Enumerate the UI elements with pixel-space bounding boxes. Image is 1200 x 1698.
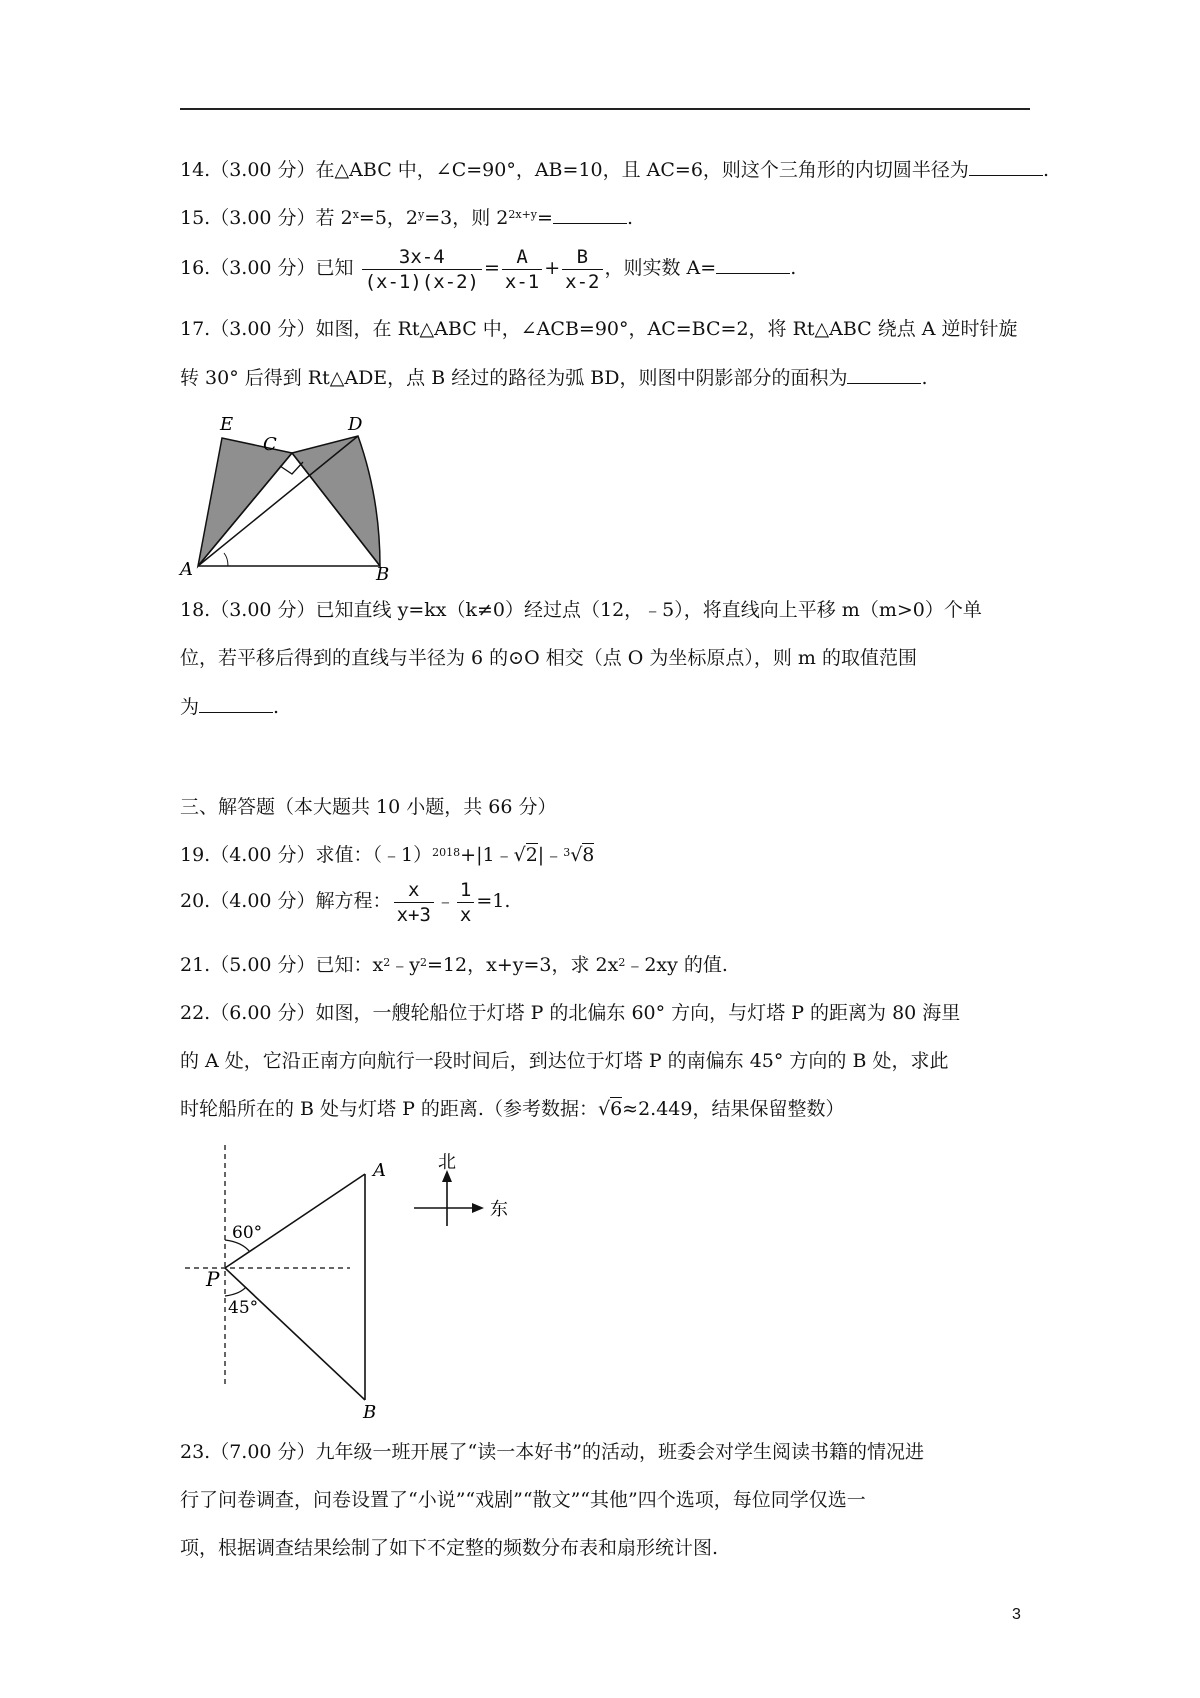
- answer-blank: [553, 205, 627, 224]
- question-15: 15.（3.00 分）若 $2^x=5$，$2^y=3$，则 $2^{2x+y}=$ .: [180, 207, 633, 229]
- cube-root-symbol: √: [570, 844, 583, 866]
- svg-text:A: A: [373, 1160, 386, 1181]
- question-23-line-1: 23.（7.00 分）九年级一班开展了“读一本好书”的活动，班委会对学生阅读书籍的情况进: [180, 1441, 924, 1463]
- shaded-arc-region: [292, 436, 380, 566]
- section-3-heading: 三、解答题（本大题共 10 小题，共 66 分）: [180, 796, 557, 818]
- question-18-line-2: 位，若平移后得到的直线与半径为 6 的⊙O 相交（点 O 为坐标原点），则 m 的取值范围: [180, 647, 917, 669]
- question-14: 14.（3.00 分）在△ABC 中，∠C=90°，AB=10，且 AC=6，则这个三角形的内切圆半径为 .: [180, 159, 1049, 181]
- question-19: 19.（4.00 分）求值：（﹣1）$^{2018}$+|1﹣√2|﹣$^3$√8: [180, 844, 595, 866]
- answer-blank: [969, 157, 1043, 176]
- question-23-line-3: 项，根据调查结果绘制了如下不定整的频数分布表和扇形统计图.: [180, 1537, 719, 1559]
- svg-text:B: B: [363, 1402, 377, 1423]
- question-16: 16.（3.00 分）已知 $\frac{3x-4}{(x-1)(x-2)}$ = $\frac{A}{x-1}$ + $\frac{B}{x-2}$ ，则实数 A= .: [180, 245, 797, 293]
- question-22-line-1: 22.（6.00 分）如图，一艘轮船位于灯塔 P 的北偏东 60° 方向，与灯塔 P 的距离为 80 海里: [180, 1002, 961, 1024]
- question-18-line-1: 18.（3.00 分）已知直线 y=kx（k≠0）经过点（12，﹣5），将直线向上平移 m（m>0）个单: [180, 599, 982, 621]
- svg-text:E: E: [220, 414, 234, 435]
- question-17-line-1: 17.（3.00 分）如图，在 Rt△ABC 中，∠ACB=90°，AC=BC=2，将 Rt△ABC 绕点 A 逆时针旋: [180, 318, 1018, 340]
- fraction: $\frac{1}{x}$: [457, 878, 474, 927]
- fraction: $\frac{B}{x-2}$: [562, 245, 602, 294]
- angle-arc-45: [225, 1287, 246, 1296]
- svg-text:A: A: [180, 559, 193, 580]
- question-17-line-2: 转 30° 后得到 Rt△ADE，点 B 经过的路径为弧 BD，则图中阴影部分的面积为 .: [180, 367, 928, 389]
- answer-blank: [847, 365, 921, 384]
- question-22-line-2: 的 A 处，它沿正南方向航行一段时间后，到达位于灯塔 P 的南偏东 45° 方向的 B 处，求此: [180, 1050, 949, 1072]
- page-number: 3: [1012, 1606, 1021, 1623]
- figure-17-rotated-triangles: [180, 408, 430, 585]
- svg-text:60°: 60°: [232, 1223, 263, 1243]
- question-20: 20.（4.00 分）解方程： $\frac{x}{x+3}$ ﹣ $\frac{1}{x}$ =1.: [180, 878, 511, 926]
- question-23-line-2: 行了问卷调查，问卷设置了“小说”“戏剧”“散文”“其他”四个选项，每位同学仅选一: [180, 1489, 866, 1511]
- svg-text:45°: 45°: [228, 1298, 259, 1318]
- sqrt-symbol: √: [513, 844, 526, 866]
- compass-rose: [412, 1152, 522, 1238]
- fraction: $\frac{x}{x+3}$: [394, 878, 434, 927]
- sqrt-symbol: √: [597, 1098, 611, 1120]
- svg-text:东: 东: [490, 1199, 508, 1220]
- svg-text:D: D: [348, 414, 363, 435]
- header-rule: [180, 108, 1030, 110]
- answer-blank: [199, 694, 273, 713]
- question-21: 21.（5.00 分）已知：$x^2﹣y^2=12$，x+y=3，求 $2x^2﹣2xy$ 的值.: [180, 954, 728, 976]
- fraction: $\frac{3x-4}{(x-1)(x-2)}$: [362, 245, 482, 294]
- angle-arc: [224, 553, 228, 566]
- east-arrow-head: [472, 1203, 484, 1213]
- segment-pa: [225, 1174, 365, 1268]
- answer-blank: [716, 255, 790, 274]
- question-18-line-3: 为 .: [180, 696, 280, 718]
- svg-text:C: C: [263, 434, 277, 455]
- svg-text:P: P: [206, 1267, 220, 1291]
- svg-text:北: 北: [438, 1152, 456, 1173]
- question-22-line-3: 时轮船所在的 B 处与灯塔 P 的距离.（参考数据：√6≈2.449，结果保留整数）: [180, 1098, 845, 1120]
- fraction: $\frac{A}{x-1}$: [502, 245, 542, 294]
- svg-text:B: B: [376, 564, 390, 585]
